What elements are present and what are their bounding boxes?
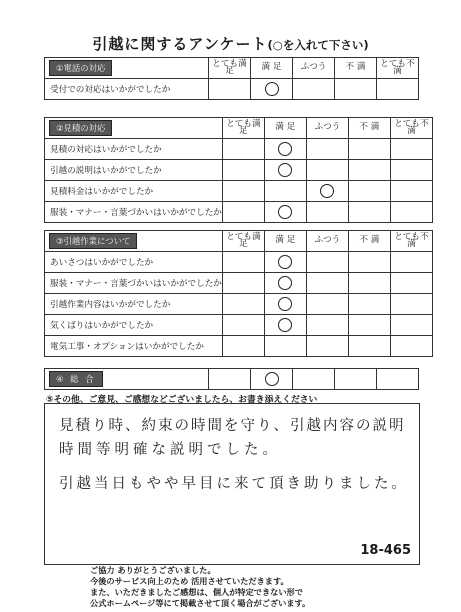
- circle-mark: [278, 205, 292, 219]
- question-row: [45, 79, 419, 100]
- circle-mark: [278, 255, 292, 269]
- rating-cell: [348, 336, 390, 357]
- rating-cell: [222, 273, 264, 294]
- question-row: [45, 252, 433, 273]
- rating-cell: [390, 315, 432, 336]
- rating-cell: [335, 79, 377, 100]
- rating-cell: [348, 160, 390, 181]
- rating-cell: [222, 160, 264, 181]
- rating-cell: [306, 139, 348, 160]
- circle-mark: [278, 276, 292, 290]
- rating-cell: [222, 202, 264, 223]
- question-text: 受付での対応はいかがでしたか: [45, 79, 209, 100]
- handwritten-line: 引越当日もやや早目に来て頂き助りました。: [59, 476, 409, 492]
- question-text: 服装・マナー・言葉づかいはいかがでしたか: [45, 273, 223, 294]
- rating-cell: [306, 336, 348, 357]
- footer-line: ご協力 ありがとうございました。: [90, 565, 216, 575]
- question-text: 見積料金はいかがでしたか: [45, 181, 223, 202]
- rating-cell: [251, 369, 293, 390]
- rating-label: とても不満: [390, 118, 432, 139]
- question-text: 引越作業内容はいかがでしたか: [45, 294, 223, 315]
- section-phone-table: [44, 57, 419, 100]
- question-row: [45, 294, 433, 315]
- rating-cell: [209, 79, 251, 100]
- rating-label: ふつう: [306, 118, 348, 139]
- section-header-row: [45, 58, 419, 79]
- rating-cell: [390, 202, 432, 223]
- rating-cell: [306, 273, 348, 294]
- opinion-label: ⑤その他、ご意見、ご感想などございましたら、お書き添えください: [46, 395, 318, 405]
- rating-cell: [306, 181, 348, 202]
- rating-label: とても満足: [209, 58, 251, 79]
- rating-cell: [390, 139, 432, 160]
- question-text: あいさつはいかがでしたか: [45, 252, 223, 273]
- rating-cell: [390, 181, 432, 202]
- circle-mark: [278, 142, 292, 156]
- circle-mark: [265, 82, 279, 96]
- rating-cell: [377, 79, 419, 100]
- rating-label: 満 足: [264, 231, 306, 252]
- rating-label: ふつう: [293, 58, 335, 79]
- rating-label: とても不満: [377, 58, 419, 79]
- rating-cell: [222, 294, 264, 315]
- rating-cell: [264, 294, 306, 315]
- rating-cell: [390, 252, 432, 273]
- rating-cell: [348, 139, 390, 160]
- rating-cell: [348, 202, 390, 223]
- rating-cell: [348, 252, 390, 273]
- section-header-row: [45, 118, 433, 139]
- rating-cell: [264, 139, 306, 160]
- rating-label: とても満足: [222, 118, 264, 139]
- footer-line: また、いただきましたご感想は、個人が特定できない形で: [90, 587, 303, 597]
- rating-cell: [377, 369, 419, 390]
- section-overall-table: [44, 368, 419, 390]
- rating-cell: [390, 294, 432, 315]
- rating-cell: [264, 181, 306, 202]
- rating-label: とても満足: [222, 231, 264, 252]
- section-title: ④ 総 合: [49, 371, 103, 387]
- question-row: [45, 160, 433, 181]
- circle-mark: [278, 297, 292, 311]
- rating-label: 不 満: [348, 231, 390, 252]
- opinion-box: [44, 403, 420, 565]
- handwritten-line: 見積り時、約束の時間を守り、引越内容の説明: [59, 418, 406, 434]
- section-moving-work-table: [44, 230, 433, 357]
- survey-title: [0, 33, 461, 54]
- circle-mark: [278, 318, 292, 332]
- rating-label: とても不満: [390, 231, 432, 252]
- rating-cell: [264, 202, 306, 223]
- footer-line: 公式ホームページ等にて掲載させて頂く場合がございます。: [90, 598, 311, 608]
- rating-label: 満 足: [264, 118, 306, 139]
- rating-cell: [209, 369, 251, 390]
- rating-cell: [264, 252, 306, 273]
- section-title: ③引越作業について: [49, 233, 137, 249]
- question-row: [45, 139, 433, 160]
- rating-cell: [306, 315, 348, 336]
- question-text: 気くばりはいかがでしたか: [45, 315, 223, 336]
- rating-cell: [348, 315, 390, 336]
- rating-cell: [293, 79, 335, 100]
- rating-cell: [335, 369, 377, 390]
- rating-cell: [348, 294, 390, 315]
- rating-cell: [348, 181, 390, 202]
- handwritten-line: 時間等明確な説明でした。: [59, 442, 281, 458]
- section-header-row: [45, 231, 433, 252]
- rating-label: 不 満: [335, 58, 377, 79]
- question-text: 引越の説明はいかがでしたか: [45, 160, 223, 181]
- section-title: ①電話の対応: [49, 60, 112, 76]
- question-text: 服装・マナー・言葉づかいはいかがでしたか: [45, 202, 223, 223]
- rating-cell: [390, 160, 432, 181]
- rating-cell: [222, 252, 264, 273]
- rating-cell: [306, 202, 348, 223]
- survey-title-main: 引越に関するアンケート: [92, 35, 268, 53]
- question-row: [45, 315, 433, 336]
- question-row: [45, 336, 433, 357]
- rating-cell: [264, 273, 306, 294]
- document-id: 18-465: [360, 543, 411, 558]
- rating-cell: [390, 273, 432, 294]
- rating-cell: [390, 336, 432, 357]
- circle-mark: [320, 184, 334, 198]
- question-row: [45, 181, 433, 202]
- circle-mark: [278, 163, 292, 177]
- rating-cell: [306, 294, 348, 315]
- question-row: [45, 202, 433, 223]
- rating-cell: [264, 160, 306, 181]
- question-text: 電気工事・オプションはいかがでしたか: [45, 336, 223, 357]
- rating-label: 不 満: [348, 118, 390, 139]
- rating-cell: [306, 252, 348, 273]
- rating-cell: [222, 315, 264, 336]
- question-text: 見積の対応はいかがでしたか: [45, 139, 223, 160]
- rating-cell: [264, 336, 306, 357]
- rating-cell: [251, 79, 293, 100]
- rating-cell: [306, 160, 348, 181]
- rating-label: 満 足: [251, 58, 293, 79]
- rating-cell: [264, 315, 306, 336]
- section-title: ②見積の対応: [49, 120, 112, 136]
- rating-cell: [222, 336, 264, 357]
- circle-mark: [265, 372, 279, 386]
- survey-subtitle: (○を入れて下さい): [267, 38, 369, 52]
- section-estimate-table: [44, 117, 433, 223]
- rating-cell: [222, 181, 264, 202]
- overall-row: [45, 369, 419, 390]
- rating-cell: [348, 273, 390, 294]
- rating-cell: [222, 139, 264, 160]
- footer-line: 今後のサービス向上のため 活用させていただきます。: [90, 576, 289, 586]
- rating-cell: [293, 369, 335, 390]
- question-row: [45, 273, 433, 294]
- rating-label: ふつう: [306, 231, 348, 252]
